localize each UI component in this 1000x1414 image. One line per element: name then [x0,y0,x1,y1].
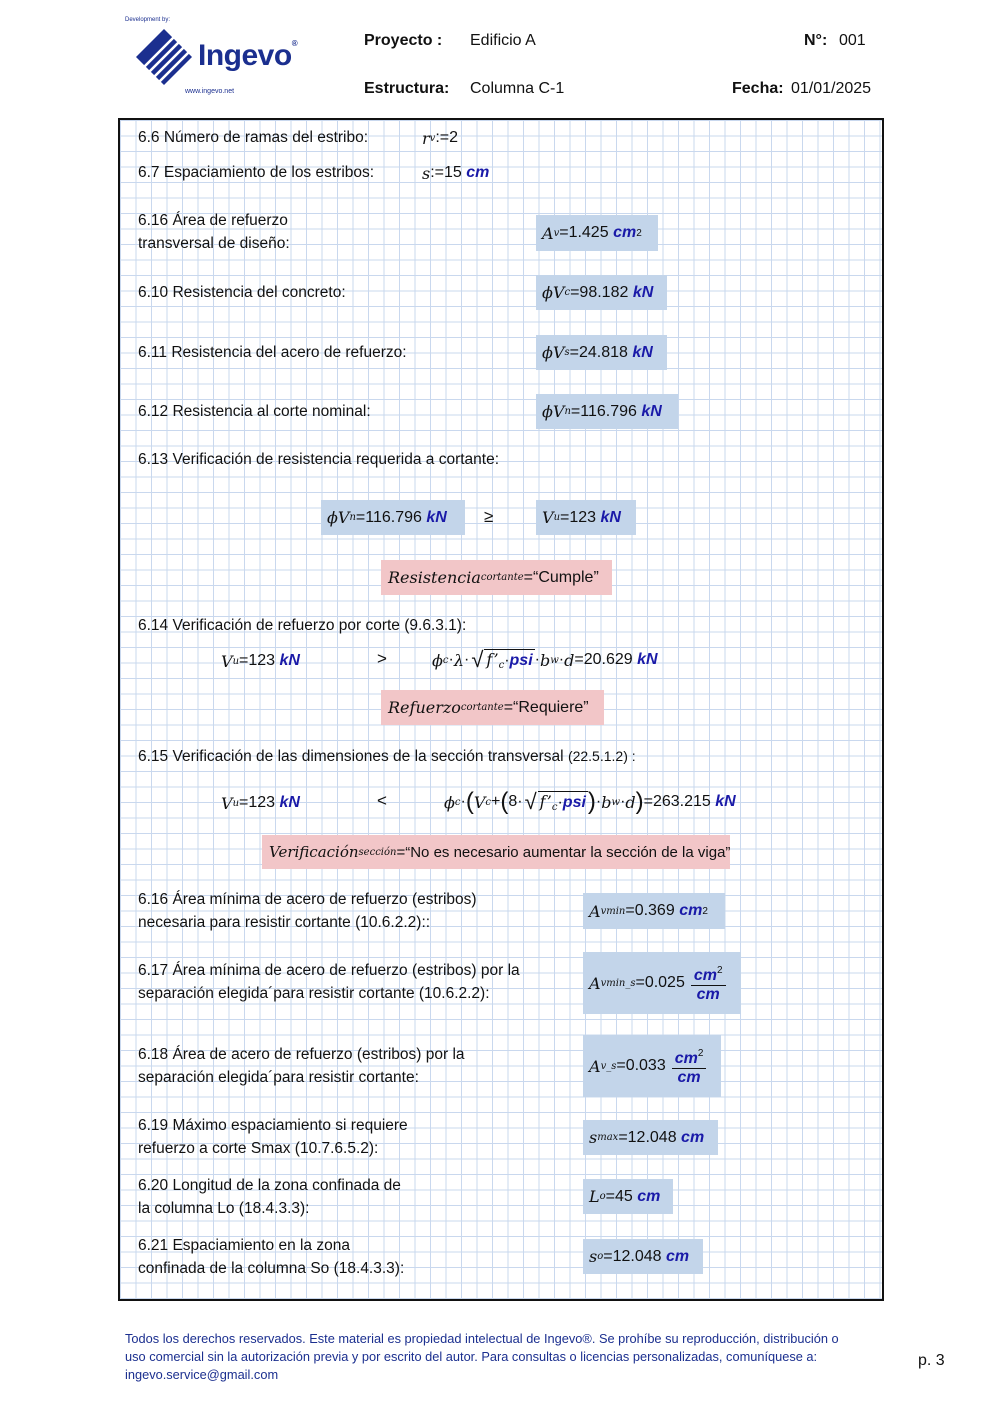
page-number: p. 3 [918,1352,945,1369]
label-6-16-line1: 6.16 Área de refuerzo [138,212,288,229]
label-6-16b-line1: 6.16 Área mínima de acero de refuerzo (estribos) [138,891,477,908]
footer-copyright [125,1330,885,1384]
label-6-7: 6.7 Espaciamiento de los estribos: [138,164,375,181]
result-phi-vn: ϕ V n = 116.796 kN [536,394,678,429]
result-av: A v = 1.425 cm 2 [536,215,658,251]
check-phi-vn: ϕ V n = 116.796 kN [321,500,465,535]
result-phi-vs: ϕ V s = 24.818 kN [536,335,667,370]
logo-wordmark: Ingevo® [198,39,298,72]
eq-6-15-left: V u = 123 kN [221,793,300,813]
label-6-11: 6.11 Resistencia del acero de refuerzo: [138,344,407,361]
eq-6-14-left: V u = 123 kN [221,651,300,671]
result-so: s o = 12.048 cm [583,1239,703,1274]
estructura-value: Columna C-1 [470,80,565,97]
result-phi-vc: ϕ V c = 98.182 kN [536,275,667,310]
result-verificacion-seccion: Verificación sección = “No es necesario aumentar la sección de la viga” [262,835,730,869]
numero-label: N°: [804,32,828,49]
operator-lt: < [377,791,387,810]
eq-6-7: s := 15 cm [422,163,490,183]
label-6-12: 6.12 Resistencia al corte nominal: [138,403,371,420]
eq-6-14-right: ϕ c · λ · √ $f’_c\cdot psi$ · b w · d = 20.629 kN [432,647,658,672]
footer-line-1: Todos los derechos reservados. Este material es propiedad intelectual de Ingevo®. Se prohíbe su reproducción, distribución o [125,1331,839,1346]
label-6-21-line2: confinada de la columna So (18.4.3.3): [138,1260,405,1277]
proyecto-value: Edificio A [470,32,536,49]
logo-url: www.ingevo.net [185,88,235,95]
label-6-20-line1: 6.20 Longitud de la zona confinada de [138,1177,401,1194]
label-6-16b-line2: necesaria para resistir cortante (10.6.2.2):: [138,914,431,931]
eq-6-15-right: ϕ c · ( V c + ( 8 · √ $f’_c\cdot psi$ ) · b w · d ) = 263.215 kN [444,788,736,815]
label-6-18-line1: 6.18 Área de acero de refuerzo (estribos) por la [138,1046,465,1063]
check-vu: V u = 123 kN [536,500,636,535]
operator-geq: ≥ [484,507,494,526]
footer-line-2: uso comercial sin la autorización previa y por escrito del autor. Para consultas o licencias personalizadas, comuníquese a: [125,1349,818,1364]
label-6-19-line1: 6.19 Máximo espaciamiento si requiere [138,1117,408,1134]
label-6-16-line2: transversal de diseño: [138,235,290,252]
footer-email[interactable]: ingevo.service@gmail.com [125,1367,279,1382]
result-avmin: A vmin = 0.369 cm 2 [583,893,725,929]
result-resistencia-cortante: Resistencia cortante = “Cumple” [381,560,612,595]
numero-value: 001 [839,32,866,49]
label-6-21-line1: 6.21 Espaciamiento en la zona [138,1237,350,1254]
fecha-label: Fecha: [732,80,784,97]
label-6-13: 6.13 Verificación de resistencia requerida a cortante: [138,451,500,468]
label-6-14: 6.14 Verificación de refuerzo por corte (9.6.3.1): [138,617,467,634]
result-avmin-s: A vmin_s = 0.025 $\frac{cm^2}{cm}$ [583,952,741,1014]
proyecto-label: Proyecto : [364,32,443,49]
result-lo: L o = 45 cm [583,1179,673,1214]
label-6-19-line2: refuerzo a corte Smax (10.7.6.5.2): [138,1140,379,1157]
label-6-20-line2: la columna Lo (18.4.3.3): [138,1200,310,1217]
label-6-17-line1: 6.17 Área mínima de acero de refuerzo (estribos) por la [138,962,520,979]
result-av-s: A v_s = 0.033 $\frac{cm^2}{cm}$ [583,1035,721,1097]
developed-by-caption: Development by: [125,17,171,23]
label-6-18-line2: separación elegida´para resistir cortante: [138,1069,419,1086]
label-6-10: 6.10 Resistencia del concreto: [138,284,346,301]
eq-6-6: r v := 2 [422,128,459,148]
operator-gt: > [377,649,387,668]
label-6-17-line2: separación elegida´para resistir cortante (10.6.2.2): [138,985,490,1002]
result-refuerzo-cortante: Refuerzo cortante = “Requiere” [381,690,604,725]
result-smax: s max = 12.048 cm [583,1120,718,1155]
label-6-6: 6.6 Número de ramas del estribo: [138,129,369,146]
fecha-value: 01/01/2025 [791,80,872,97]
estructura-label: Estructura: [364,80,450,97]
ingevo-logo-icon [135,28,193,86]
label-6-15: 6.15 Verificación de las dimensiones de la sección transversal (22.5.1.2) : [138,748,636,765]
